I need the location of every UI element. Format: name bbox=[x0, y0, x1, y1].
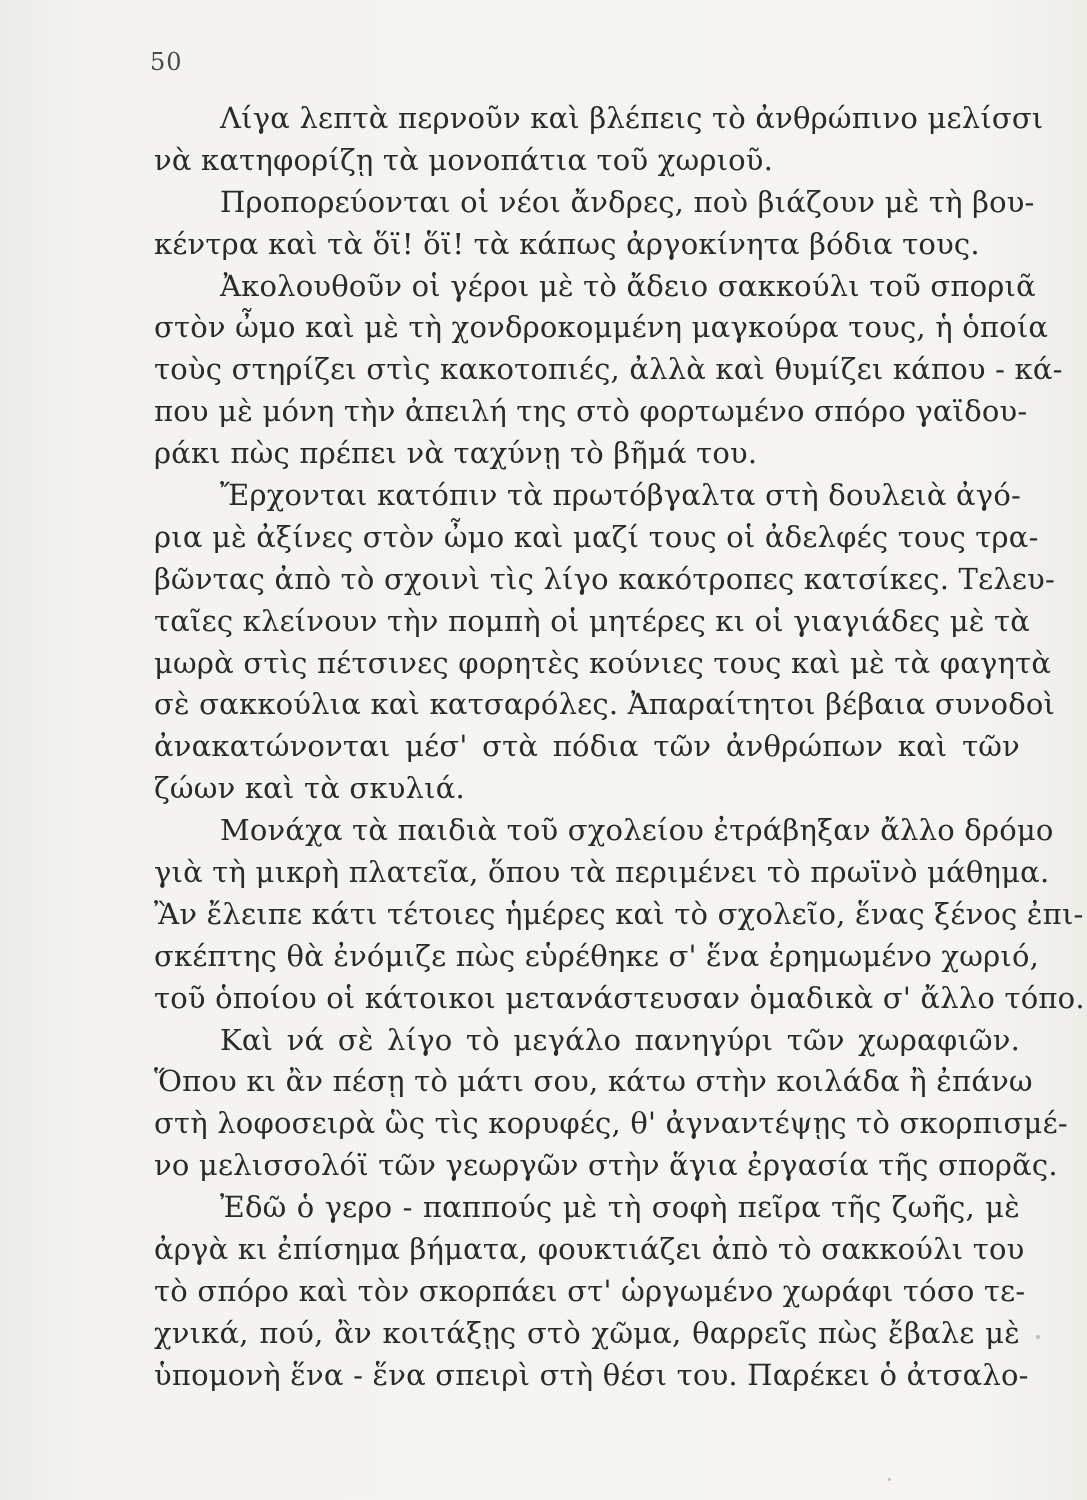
paper-speck bbox=[1036, 1335, 1040, 1339]
text-line: Ἐδῶ ὁ γερο - παππούς μὲ τὴ σοφὴ πεῖρα τῆς ζωῆς, μὲ bbox=[220, 1190, 1020, 1225]
text-line: Λίγα λεπτὰ περνοῦν καὶ βλέπεις τὸ ἀνθρώπινο μελίσσι bbox=[220, 101, 1044, 135]
text-line: Ἂν ἔλειπε κάτι τέτοιες ἡμέρες καὶ τὸ σχολεῖο, ἕνας ξένος ἐπι- bbox=[154, 896, 1084, 931]
text-line: ὑπομονὴ ἕνα - ἕνα σπειρὶ στὴ θέσι του. Παρέκει ὁ ἀτσαλο- bbox=[154, 1357, 1029, 1392]
text-line: στὸν ὦμο καὶ μὲ τὴ χονδροκομμένη μαγκούρα τους, ἡ ὁποία bbox=[154, 310, 1049, 345]
text-line: νο μελισσολόϊ τῶν γεωργῶν στὴν ἅγια ἐργασία τῆς σπορᾶς. bbox=[154, 1148, 1058, 1183]
text-line: Ἀκολουθοῦν οἱ γέροι μὲ τὸ ἄδειο σακκούλι τοῦ σποριᾶ bbox=[220, 268, 1036, 303]
text-line: Μονάχα τὰ παιδιὰ τοῦ σχολείου ἐτράβηξαν ἄλλο δρόμο bbox=[220, 813, 1054, 848]
text-line: Ἔρχονται κατόπιν τὰ πρωτόβγαλτα στὴ δουλειὰ ἀγό- bbox=[220, 478, 1021, 513]
body-text bbox=[154, 98, 1085, 1397]
text-line: στὴ λοφοσειρὰ ὣς τὶς κορυφές, θ' ἀγναντέψῃς τὸ σκορπισμέ- bbox=[154, 1106, 1068, 1141]
text-line: Καὶ νά σὲ λίγο τὸ μεγάλο πανηγύρι τῶν χωραφιῶν. bbox=[220, 1022, 1020, 1057]
text-line: τὸ σπόρο καὶ τὸν σκορπάει στ' ὡργωμένο χωράφι τόσο τε- bbox=[154, 1273, 1026, 1308]
page-number: 50 bbox=[150, 48, 183, 76]
text-line: νὰ κατηφορίζῃ τὰ μονοπάτια τοῦ χωριοῦ. bbox=[154, 142, 774, 177]
text-line: ἀνακατώνονται μέσ' στὰ πόδια τῶν ἀνθρώπων καὶ τῶν bbox=[154, 729, 1020, 764]
text-line: τοῦ ὁποίου οἱ κάτοικοι μετανάστευσαν ὁμαδικὰ σ' ἄλλο τόπο. bbox=[154, 980, 1085, 1015]
text-line: ἀργὰ κι ἐπίσημα βήματα, φουκτιάζει ἀπὸ τὸ σακκούλι του bbox=[154, 1232, 1025, 1267]
text-line: ζώων καὶ τὰ σκυλιά. bbox=[154, 771, 465, 806]
text-line: ρια μὲ ἀξίνες στὸν ὦμο καὶ μαζί τους οἱ ἀδελφές τους τρα- bbox=[154, 519, 1039, 554]
text-line: βῶντας ἀπὸ τὸ σχοινὶ τὶς λίγο κακότροπες κατσίκες. Τελευ- bbox=[154, 561, 1055, 596]
text-line: σκέπτης θὰ ἐνόμιζε πὼς εὑρέθηκε σ' ἕνα ἐρημωμένο χωριό, bbox=[154, 938, 1040, 973]
text-line: σὲ σακκούλια καὶ κατσαρόλες. Ἀπαραίτητοι βέβαια συνοδοὶ bbox=[154, 687, 1056, 722]
text-line: Ὅπου κι ἂν πέσῃ τὸ μάτι σου, κάτω στὴν κοιλάδα ἢ ἐπάνω bbox=[154, 1064, 1033, 1099]
text-line: μωρὰ στὶς πέτσινες φορητὲς κούνιες τους καὶ μὲ τὰ φαγητὰ bbox=[154, 645, 1052, 680]
text-line: κέντρα καὶ τὰ ὅϊ! ὅϊ! τὰ κάπως ἀργοκίνητα βόδια τους. bbox=[154, 226, 980, 261]
text-line: γιὰ τὴ μικρὴ πλατεῖα, ὅπου τὰ περιμένει τὸ πρωϊνὸ μάθημα. bbox=[154, 855, 1050, 890]
text-line: που μὲ μόνη τὴν ἀπειλή της στὸ φορτωμένο σπόρο γαϊδου- bbox=[154, 394, 1028, 429]
text-line: ταῖες κλείνουν τὴν πομπὴ οἱ μητέρες κι οἱ γιαγιάδες μὲ τὰ bbox=[154, 603, 1031, 638]
text-line: χνικά, πού, ἂν κοιτάξῃς στὸ χῶμα, θαρρεῖς πὼς ἔβαλε μὲ bbox=[154, 1315, 1020, 1350]
text-line: τοὺς στηρίζει στὶς κακοτοπιές, ἀλλὰ καὶ θυμίζει κάπου - κά- bbox=[154, 352, 1063, 387]
paper-speck bbox=[888, 1478, 891, 1481]
text-line: Προπορεύονται οἱ νέοι ἄνδρες, ποὺ βιάζουν μὲ τὴ βου- bbox=[220, 184, 1035, 219]
text-line: ράκι πὼς πρέπει νὰ ταχύνῃ τὸ βῆμά του. bbox=[154, 436, 758, 471]
